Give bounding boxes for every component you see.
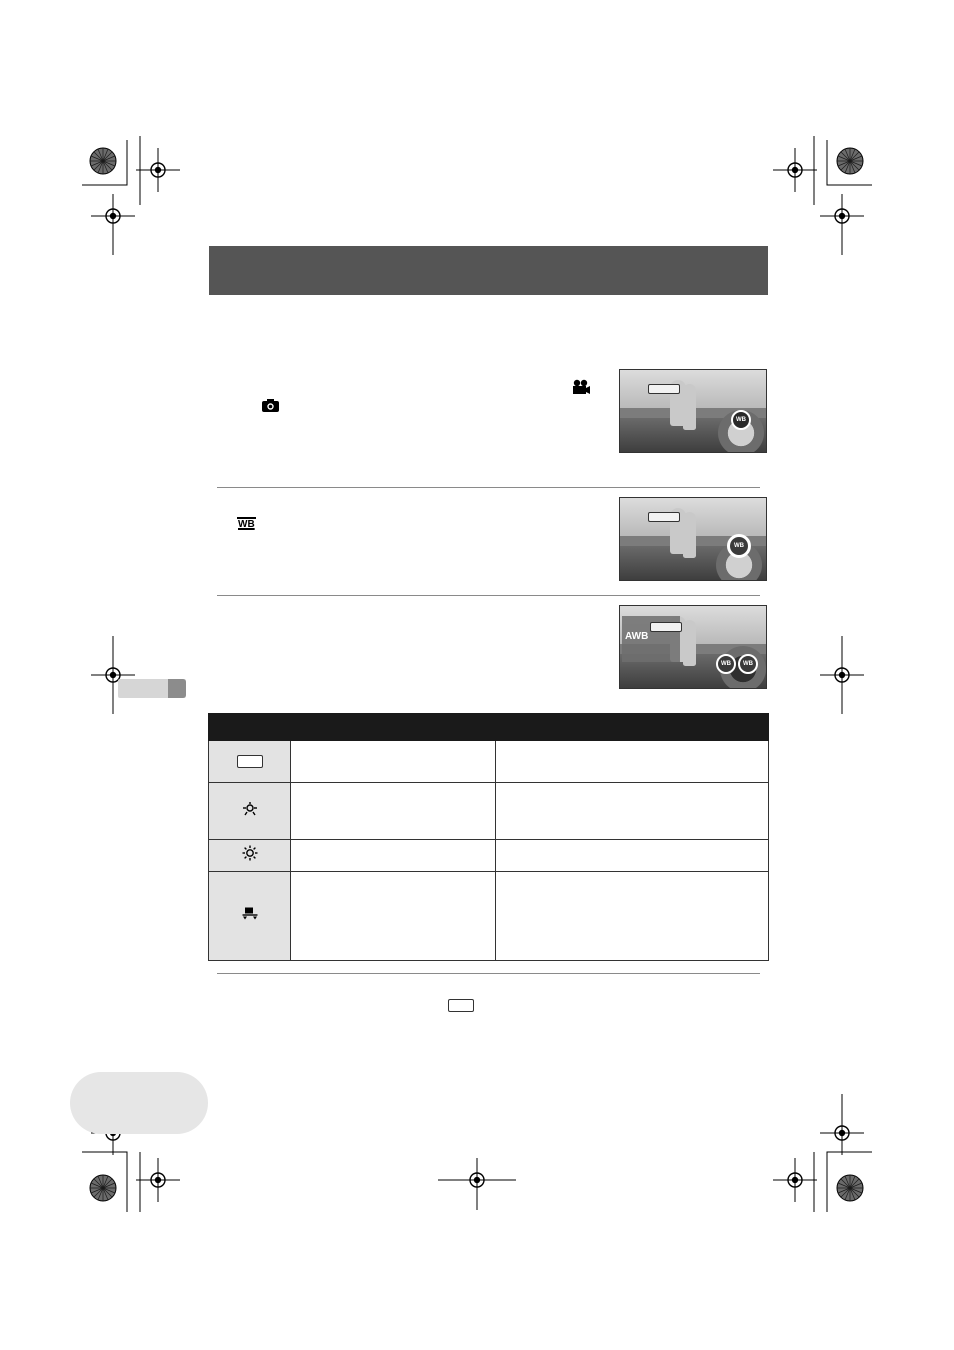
table-header-row xyxy=(209,714,769,741)
awb-menu-label: AWB xyxy=(625,631,649,642)
starburst-mark xyxy=(90,148,116,174)
mode-cell xyxy=(291,840,496,872)
starburst-mark xyxy=(837,1175,863,1201)
indoor-light-icon xyxy=(242,802,258,816)
mode-chip xyxy=(648,384,680,394)
white-balance-table xyxy=(208,713,769,961)
awb-badge-icon xyxy=(448,999,474,1012)
movie-camera-icon xyxy=(571,379,591,395)
column-header-conditions xyxy=(496,714,769,741)
screen-preview-3 xyxy=(619,605,767,689)
mode-chip xyxy=(648,512,680,522)
conditions-cell xyxy=(496,741,769,783)
table-row xyxy=(209,741,769,783)
mode-cell xyxy=(291,783,496,840)
awb-badge-icon xyxy=(237,755,263,768)
divider xyxy=(217,595,760,596)
still-camera-icon xyxy=(261,398,280,413)
sun-icon xyxy=(242,845,258,861)
column-header-icon xyxy=(209,714,291,741)
wb-left-bubble: WB xyxy=(716,654,736,674)
title-bar xyxy=(209,246,768,295)
starburst-mark xyxy=(90,1175,116,1201)
column-header-mode xyxy=(291,714,496,741)
chapter-tab-marker xyxy=(168,679,186,698)
table-row xyxy=(209,840,769,872)
conditions-cell xyxy=(496,840,769,872)
wb-right-bubble: WB xyxy=(738,654,758,674)
mode-cell xyxy=(291,872,496,961)
conditions-cell xyxy=(496,783,769,840)
wb-bubble: WB xyxy=(731,410,751,430)
screen-preview-1 xyxy=(619,369,767,453)
table-row xyxy=(209,872,769,961)
divider xyxy=(217,487,760,488)
divider xyxy=(217,973,760,974)
wb-symbol-icon xyxy=(237,514,256,532)
wb-symbol-label: WB xyxy=(238,519,255,530)
wb-bubble-selected: WB xyxy=(727,534,751,558)
manual-white-balance-icon xyxy=(242,907,258,920)
page-number-tab xyxy=(70,1072,208,1134)
mode-chip xyxy=(650,622,682,632)
table-row xyxy=(209,783,769,840)
screen-preview-2 xyxy=(619,497,767,581)
conditions-cell xyxy=(496,872,769,961)
starburst-mark xyxy=(837,148,863,174)
mode-cell xyxy=(291,741,496,783)
